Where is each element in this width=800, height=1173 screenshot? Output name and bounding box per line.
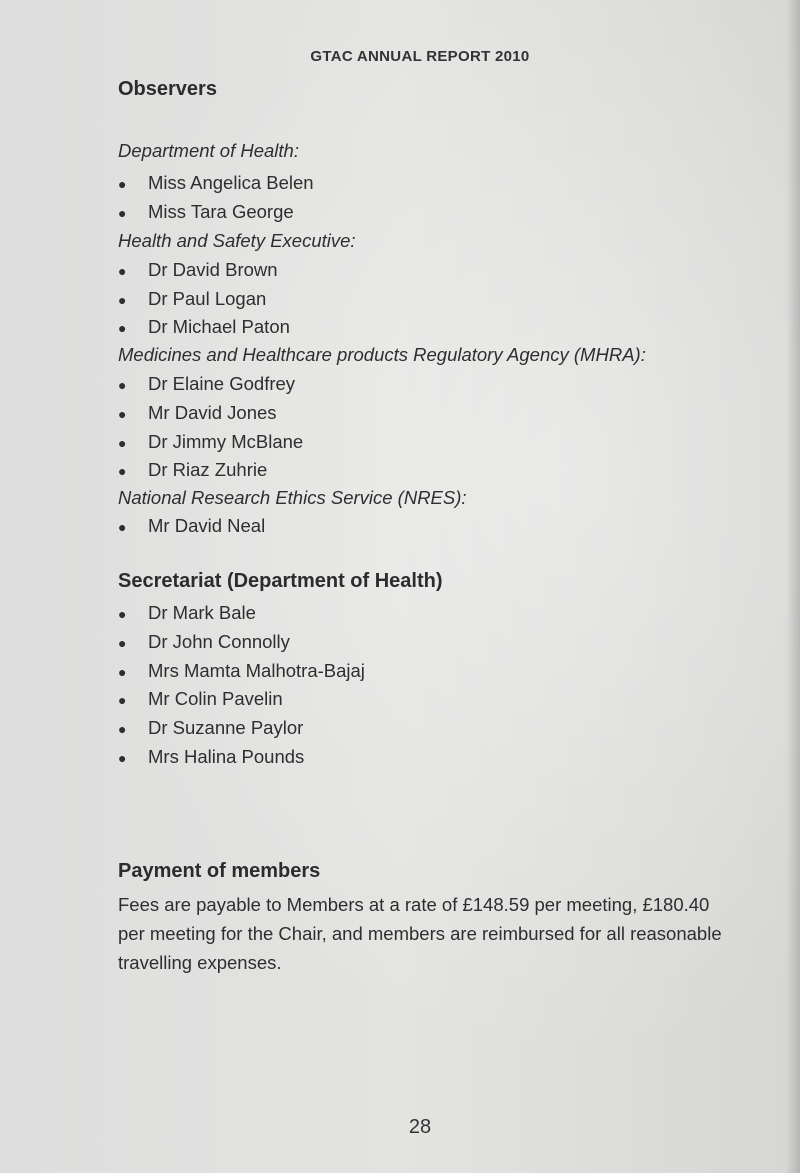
bullet-icon: ● — [118, 263, 127, 280]
page-edge-shadow — [786, 0, 800, 1173]
bullet-icon: ● — [118, 692, 127, 709]
list-item: ● Mr David Jones — [118, 402, 277, 423]
list-item: ● Dr Riaz Zuhrie — [118, 459, 268, 480]
bullet-icon: ● — [118, 406, 127, 423]
list-item: ● Mr David Neal — [118, 515, 266, 536]
bullet-icon: ● — [118, 721, 127, 738]
bullet-icon: ● — [118, 635, 127, 652]
list-item: ● Dr John Connolly — [118, 631, 290, 652]
bullet-icon: ● — [118, 205, 127, 222]
bullet-icon: ● — [118, 435, 127, 452]
list-item: ● Miss Tara George — [118, 201, 294, 222]
bullet-icon: ● — [118, 292, 127, 309]
list-item: ● Dr Mark Bale — [118, 602, 256, 623]
list-item: ● Mrs Halina Pounds — [118, 746, 305, 767]
list-item: ● Dr Suzanne Paylor — [118, 717, 304, 738]
list-item: ● Dr Paul Logan — [118, 288, 267, 309]
page-number: 28 — [408, 1116, 432, 1138]
bullet-icon: ● — [118, 519, 127, 536]
group-label-health-and-safety-executive: Health and Safety Executive: — [118, 230, 356, 251]
bullet-icon: ● — [118, 176, 127, 193]
payment-title: Payment of members — [118, 860, 321, 882]
observers-title: Observers — [118, 78, 217, 100]
bullet-icon: ● — [118, 377, 127, 394]
list-item: ● Dr Elaine Godfrey — [118, 373, 296, 394]
group-label-mhra: Medicines and Healthcare products Regulatory Agency (MHRA): — [118, 344, 646, 365]
list-item: ● Miss Angelica Belen — [118, 172, 314, 193]
list-item: ● Dr David Brown — [118, 259, 278, 280]
group-label-nres: National Research Ethics Service (NRES): — [118, 487, 467, 508]
payment-paragraph: Fees are payable to Members at a rate of £148.59 per meeting, £180.40 per meeting for the Chair, and members are reimbursed for all reasonable travelling expenses. — [118, 894, 722, 973]
list-item: ● Dr Jimmy McBlane — [118, 431, 304, 452]
bullet-icon: ● — [118, 320, 127, 337]
group-label-department-of-health: Department of Health: — [118, 140, 299, 161]
bullet-icon: ● — [118, 606, 127, 623]
bullet-icon: ● — [118, 664, 127, 681]
list-item: ● Dr Michael Paton — [118, 316, 290, 337]
list-item: ● Mrs Mamta Malhotra-Bajaj — [118, 660, 365, 681]
bullet-icon: ● — [118, 750, 127, 767]
secretariat-title: Secretariat (Department of Health) — [118, 570, 443, 592]
bullet-icon: ● — [118, 463, 127, 480]
report-header: GTAC ANNUAL REPORT 2010 — [310, 48, 530, 65]
list-item: ● Mr Colin Pavelin — [118, 688, 283, 709]
